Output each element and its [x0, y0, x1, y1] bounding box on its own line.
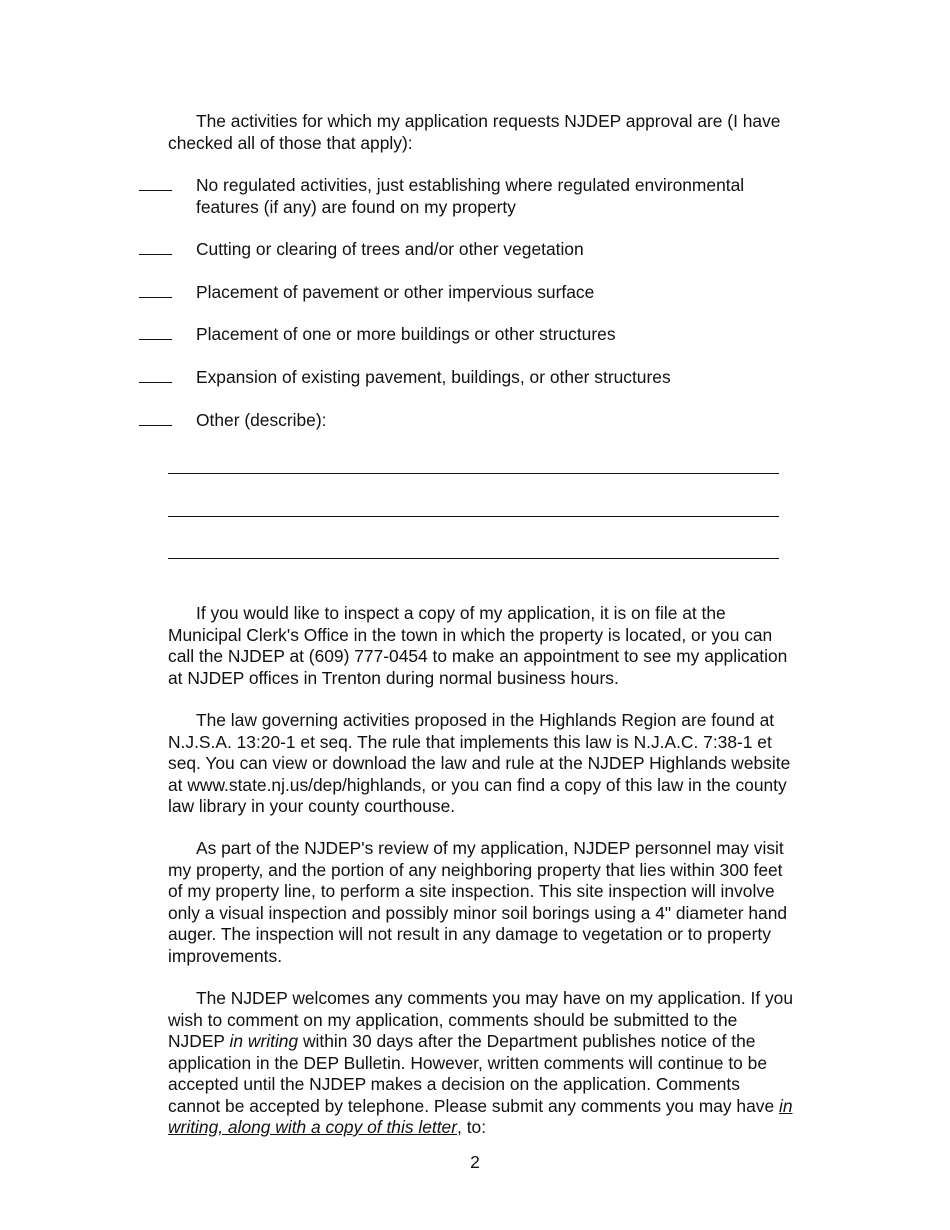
comments-text: The NJDEP welcomes any comments you may have on my application. If you wish to comment on my application, comments should be submitted to the NJDEP [168, 988, 794, 1051]
activity-item [139, 239, 799, 261]
activity-label: No regulated activities, just establishing where regulated environmental features (if any) are found on my property [196, 175, 745, 217]
activity-label: Other (describe): [196, 410, 327, 430]
comments-paragraph [168, 988, 796, 1139]
comments-text: , to: [457, 1117, 487, 1137]
page-number: 2 [470, 1152, 480, 1172]
comments-text: within 30 days after the Department publishes notice of the application in the DEP Bulletin. However, written comments will continue to be accepted until the NJDEP makes a decision on the application. Comments cannot be accepted by telephone. Please submit any comments you may have [168, 1031, 779, 1116]
describe-line[interactable] [168, 516, 779, 517]
law-paragraph-text: The law governing activities proposed in the Highlands Region are found at N.J.S.A. 13:20-1 et seq. The rule that implements this law is N.J.A.C. 7:38-1 et seq. You can view or download the law and rule at the NJDEP Highlands website at www.state.nj.us/dep/highlands, or you can find a copy of this law in the county law library in your county courthouse. [168, 710, 791, 816]
comments-emphasis: in writing [229, 1031, 299, 1051]
describe-line[interactable] [168, 558, 779, 559]
inspect-paragraph-text: If you would like to inspect a copy of my application, it is on file at the Municipal Clerk's Office in the town in which the property is located, or you can call the NJDEP at (609) 777-0454 to make an appointment to see my application at NJDEP offices in Trenton during normal business hours. [168, 603, 788, 688]
activity-item [139, 367, 799, 389]
activities-intro-text: The activities for which my application requests NJDEP approval are (I have checked all of those that apply): [168, 111, 781, 153]
comments-emphasis-underlined: in writing, along with a copy of this letter [168, 1095, 793, 1137]
site-inspection-paragraph [168, 838, 796, 967]
activities-intro [168, 111, 796, 154]
activity-item [139, 324, 799, 346]
activity-label: Cutting or clearing of trees and/or other vegetation [196, 239, 584, 259]
activity-item [139, 410, 799, 432]
site-inspection-paragraph-text: As part of the NJDEP's review of my application, NJDEP personnel may visit my property, and the portion of any neighboring property that lies within 300 feet of my property line, to perform a site inspection. This site inspection will involve only a visual inspection and possibly minor soil borings using a 4" diameter hand auger. The inspection will not result in any damage to vegetation or to property improvements. [168, 838, 788, 966]
describe-line[interactable] [168, 473, 779, 474]
activity-label: Placement of pavement or other impervious surface [196, 282, 595, 302]
activity-item [139, 282, 799, 304]
activity-label: Placement of one or more buildings or other structures [196, 324, 616, 344]
activity-item [139, 175, 799, 219]
inspect-paragraph [168, 603, 796, 689]
activity-label: Expansion of existing pavement, buildings, or other structures [196, 367, 671, 387]
law-paragraph [168, 710, 796, 818]
